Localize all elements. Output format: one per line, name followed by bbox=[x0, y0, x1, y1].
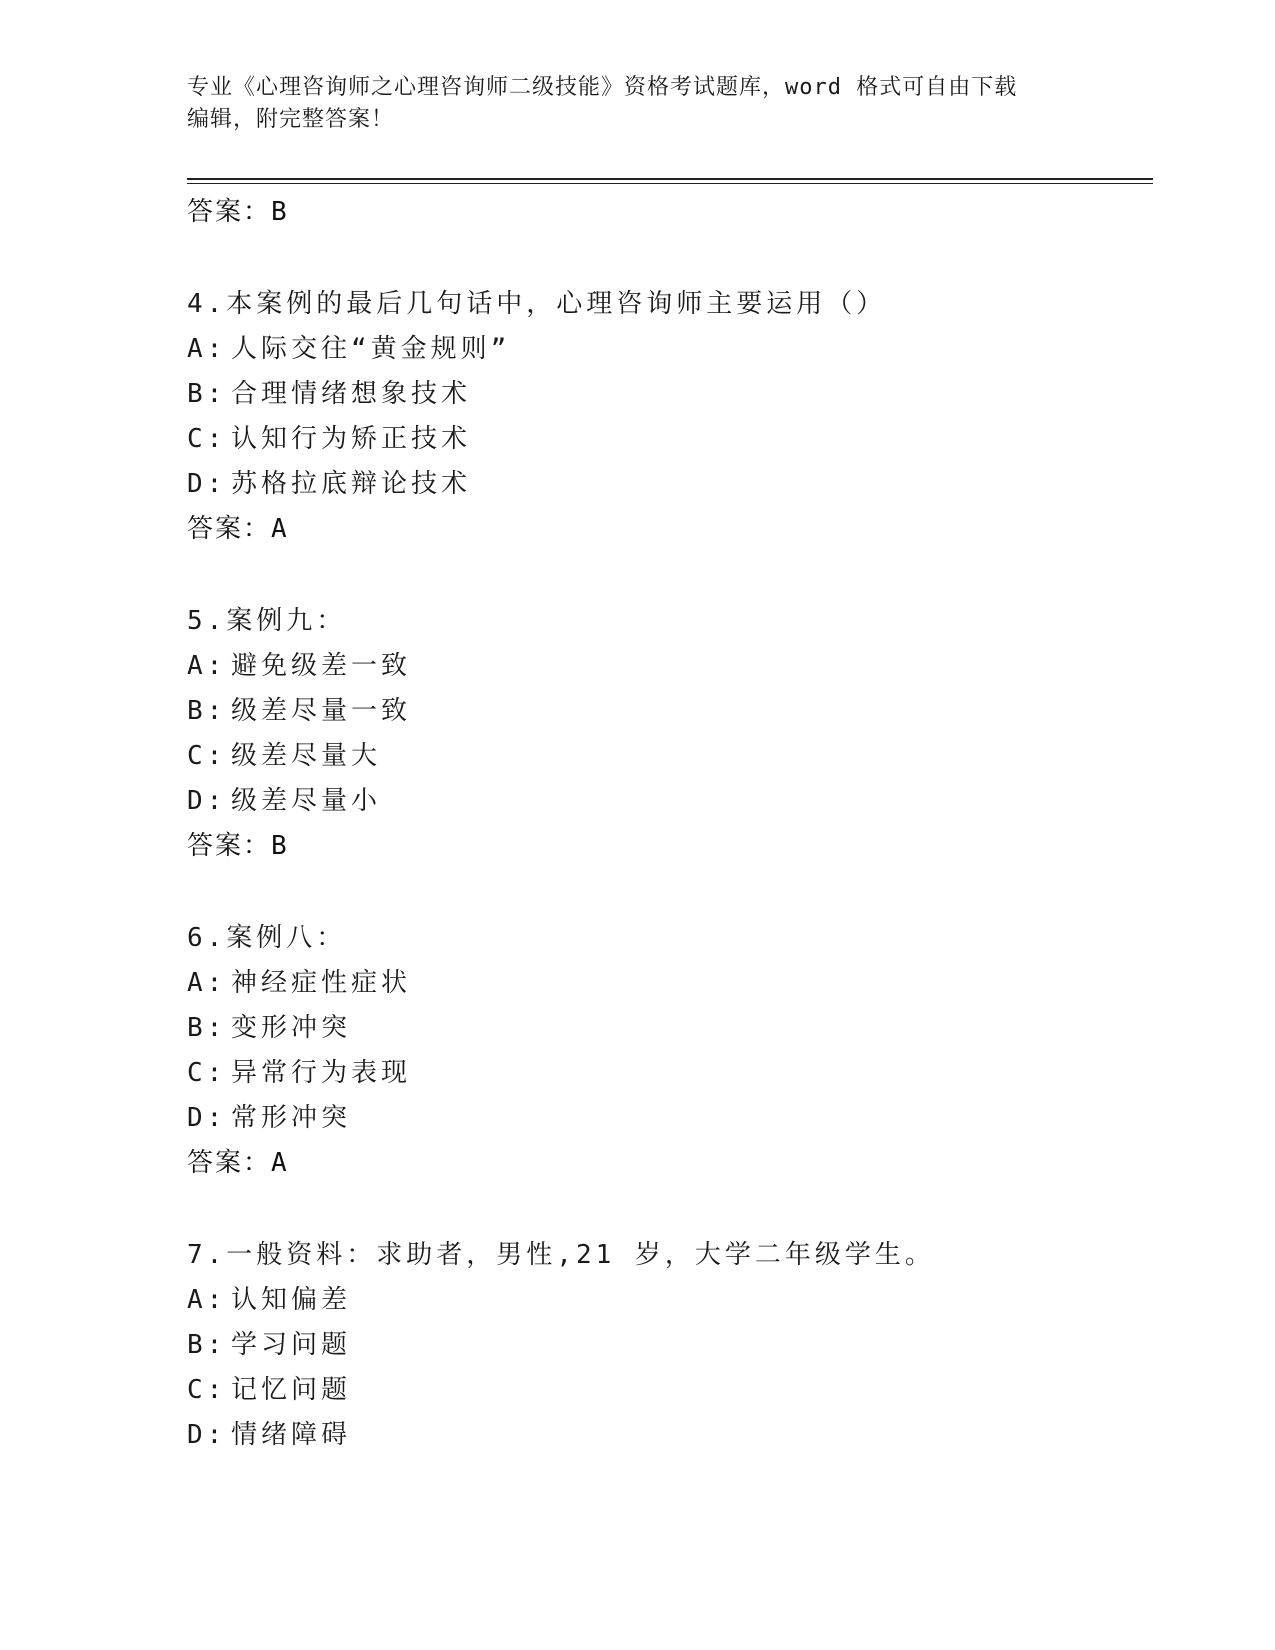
spacer bbox=[187, 1185, 1147, 1233]
option-b bbox=[187, 372, 1147, 417]
question-block bbox=[187, 1233, 1147, 1458]
option-letter: C: bbox=[187, 1375, 227, 1405]
question-stem: 6.案例八： bbox=[187, 923, 347, 953]
option-letter: A: bbox=[187, 334, 227, 364]
option-d bbox=[187, 462, 1147, 507]
option-letter: A: bbox=[187, 651, 227, 681]
answer-label: 答案： bbox=[187, 514, 272, 544]
answer-value: B bbox=[271, 197, 289, 227]
option-letter: B: bbox=[187, 379, 227, 409]
question-list bbox=[187, 190, 1147, 1458]
answer-value: B bbox=[271, 831, 289, 861]
question-stem: 7.一般资料：求助者，男性,21 岁，大学二年级学生。 bbox=[187, 1240, 935, 1270]
option-letter: A: bbox=[187, 968, 227, 998]
option-letter: D: bbox=[187, 469, 227, 499]
option-letter: C: bbox=[187, 741, 227, 771]
answer-line bbox=[187, 190, 1147, 234]
option-letter: D: bbox=[187, 786, 227, 816]
question-block bbox=[187, 916, 1147, 1185]
answer-line bbox=[187, 824, 1147, 868]
option-text: 异常行为表现 bbox=[231, 1058, 412, 1088]
option-b bbox=[187, 689, 1147, 734]
option-letter: D: bbox=[187, 1103, 227, 1133]
option-text: 变形冲突 bbox=[231, 1013, 352, 1043]
option-letter: C: bbox=[187, 1058, 227, 1088]
header-line-2: 编辑，附完整答案！ bbox=[187, 107, 395, 132]
option-letter: A: bbox=[187, 1285, 227, 1315]
option-text: 苏格拉底辩论技术 bbox=[231, 469, 472, 499]
header-line-1: 专业《心理咨询师之心理咨询师二级技能》资格考试题库，word 格式可自由下载 bbox=[187, 75, 1018, 100]
answer-label: 答案： bbox=[187, 197, 272, 227]
answer-value: A bbox=[271, 1148, 289, 1178]
spacer bbox=[187, 234, 1147, 282]
option-d bbox=[187, 1096, 1147, 1141]
option-c bbox=[187, 417, 1147, 462]
question-block bbox=[187, 599, 1147, 868]
option-c bbox=[187, 1368, 1147, 1413]
option-b bbox=[187, 1323, 1147, 1368]
option-c bbox=[187, 1051, 1147, 1096]
option-a bbox=[187, 644, 1147, 689]
header-divider-thin bbox=[187, 183, 1153, 184]
spacer bbox=[187, 551, 1147, 599]
option-text: 情绪障碍 bbox=[231, 1420, 352, 1450]
option-a bbox=[187, 327, 1147, 372]
option-text: 人际交往“黄金规则” bbox=[231, 334, 511, 364]
option-text: 级差尽量小 bbox=[231, 786, 382, 816]
option-letter: D: bbox=[187, 1420, 227, 1450]
option-text: 常形冲突 bbox=[231, 1103, 352, 1133]
option-text: 神经症性症状 bbox=[231, 968, 412, 998]
answer-value: A bbox=[271, 514, 289, 544]
option-text: 认知行为矫正技术 bbox=[231, 424, 472, 454]
option-text: 学习问题 bbox=[231, 1330, 352, 1360]
option-text: 认知偏差 bbox=[231, 1285, 352, 1315]
option-b bbox=[187, 1006, 1147, 1051]
option-a bbox=[187, 961, 1147, 1006]
option-letter: B: bbox=[187, 696, 227, 726]
option-text: 级差尽量大 bbox=[231, 741, 382, 771]
option-d bbox=[187, 1413, 1147, 1458]
option-letter: B: bbox=[187, 1330, 227, 1360]
option-letter: C: bbox=[187, 424, 227, 454]
header-divider-thick bbox=[187, 178, 1153, 180]
document-header bbox=[187, 72, 1067, 136]
question-block bbox=[187, 282, 1147, 551]
answer-label: 答案： bbox=[187, 831, 272, 861]
answer-label: 答案： bbox=[187, 1148, 272, 1178]
answer-line bbox=[187, 1141, 1147, 1185]
option-a bbox=[187, 1278, 1147, 1323]
option-text: 避免级差一致 bbox=[231, 651, 412, 681]
option-c bbox=[187, 734, 1147, 779]
option-letter: B: bbox=[187, 1013, 227, 1043]
option-text: 合理情绪想象技术 bbox=[231, 379, 472, 409]
answer-line bbox=[187, 507, 1147, 551]
option-text: 记忆问题 bbox=[231, 1375, 352, 1405]
spacer bbox=[187, 868, 1147, 916]
option-text: 级差尽量一致 bbox=[231, 696, 412, 726]
question-stem: 4.本案例的最后几句话中，心理咨询师主要运用（） bbox=[187, 289, 887, 319]
question-stem: 5.案例九： bbox=[187, 606, 347, 636]
option-d bbox=[187, 779, 1147, 824]
